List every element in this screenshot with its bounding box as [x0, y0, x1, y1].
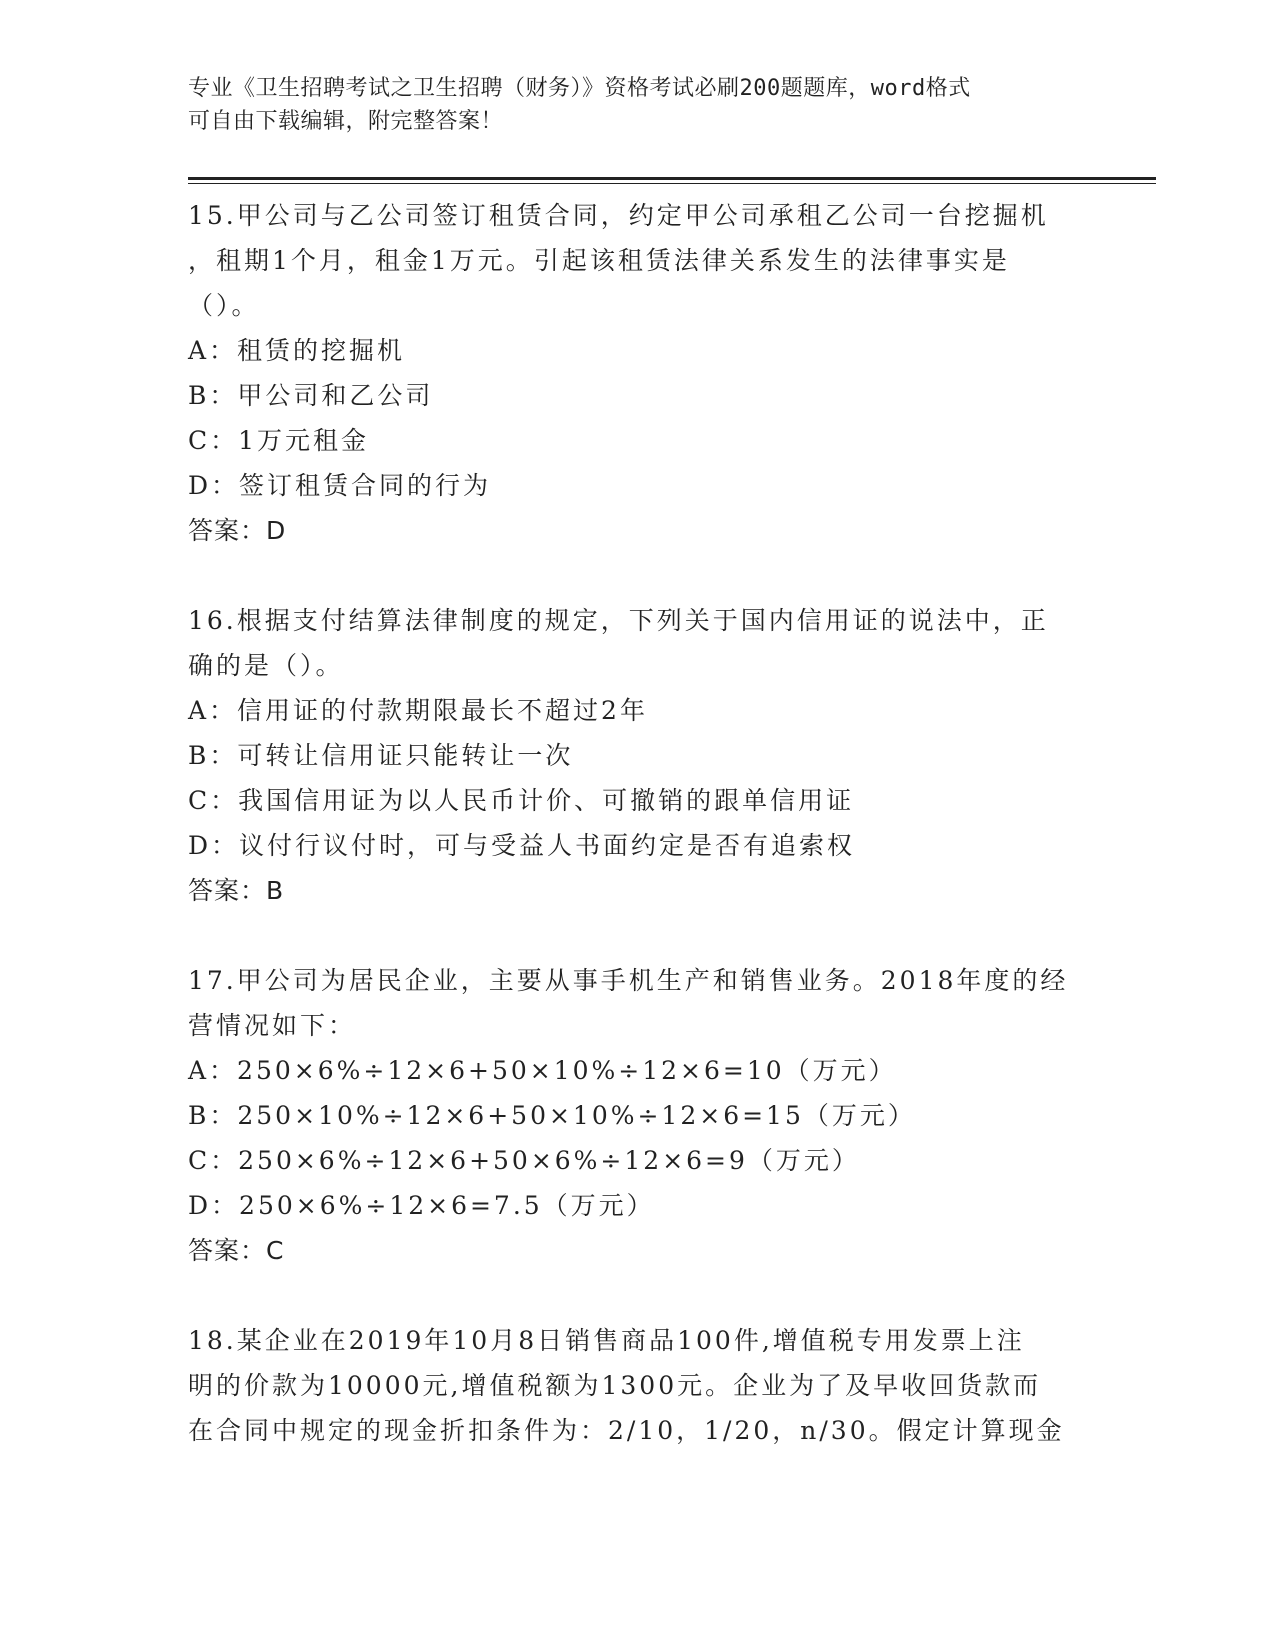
- question-text-line: 在合同中规定的现金折扣条件为：2/10，1/20，n/30。假定计算现金: [188, 1416, 1065, 1445]
- header-line-1: 专业《卫生招聘考试之卫生招聘（财务）》资格考试必刷200题题库，word格式: [188, 76, 971, 101]
- question-text-line: 明的价款为10000元,增值税额为1300元。企业为了及早收回货款而: [188, 1371, 1042, 1400]
- document-header: [188, 72, 1088, 138]
- question-text-line: 15.甲公司与乙公司签订租赁合同，约定甲公司承租乙公司一台挖掘机: [188, 201, 1049, 230]
- header-rule-thick: [188, 177, 1156, 180]
- question-17: [188, 958, 1088, 1273]
- question-text-line: 16.根据支付结算法律制度的规定，下列关于国内信用证的说法中，正: [188, 606, 1049, 635]
- header-line-2: 可自由下载编辑，附完整答案！: [188, 109, 504, 134]
- answer-line: 答案：D: [188, 516, 287, 545]
- question-text-line: ，租期1个月，租金1万元。引起该租赁法律关系发生的法律事实是: [188, 246, 1010, 275]
- question-15: [188, 193, 1088, 553]
- question-list: [188, 193, 1088, 1498]
- question-16: [188, 598, 1088, 913]
- option-d: D：议付行议付时，可与受益人书面约定是否有追索权: [188, 831, 856, 860]
- header-rule-thin: [188, 183, 1156, 184]
- option-d: D：签订租赁合同的行为: [188, 471, 492, 500]
- question-text-line: 17.甲公司为居民企业，主要从事手机生产和销售业务。2018年度的经: [188, 966, 1069, 995]
- option-a: A：租赁的挖掘机: [188, 336, 406, 365]
- option-c: C：1万元租金: [188, 426, 370, 455]
- option-c: C：250×6%÷12×6+50×6%÷12×6=9（万元）: [188, 1146, 860, 1175]
- option-b: B：甲公司和乙公司: [188, 381, 434, 410]
- question-text-line: （）。: [188, 291, 260, 320]
- option-d: D：250×6%÷12×6=7.5（万元）: [188, 1191, 655, 1220]
- option-b: B：可转让信用证只能转让一次: [188, 741, 574, 770]
- option-b: B：250×10%÷12×6+50×10%÷12×6=15（万元）: [188, 1101, 916, 1130]
- option-a: A：250×6%÷12×6+50×10%÷12×6=10（万元）: [188, 1056, 897, 1085]
- question-18: [188, 1318, 1088, 1453]
- answer-line: 答案：C: [188, 1236, 285, 1265]
- option-c: C：我国信用证为以人民币计价、可撤销的跟单信用证: [188, 786, 855, 815]
- question-text-line: 18.某企业在2019年10月8日销售商品100件,增值税专用发票上注: [188, 1326, 1025, 1355]
- option-a: A：信用证的付款期限最长不超过2年: [188, 696, 648, 725]
- question-text-line: 确的是（）。: [188, 651, 344, 680]
- question-text-line: 营情况如下：: [188, 1011, 357, 1040]
- answer-line: 答案：B: [188, 876, 285, 905]
